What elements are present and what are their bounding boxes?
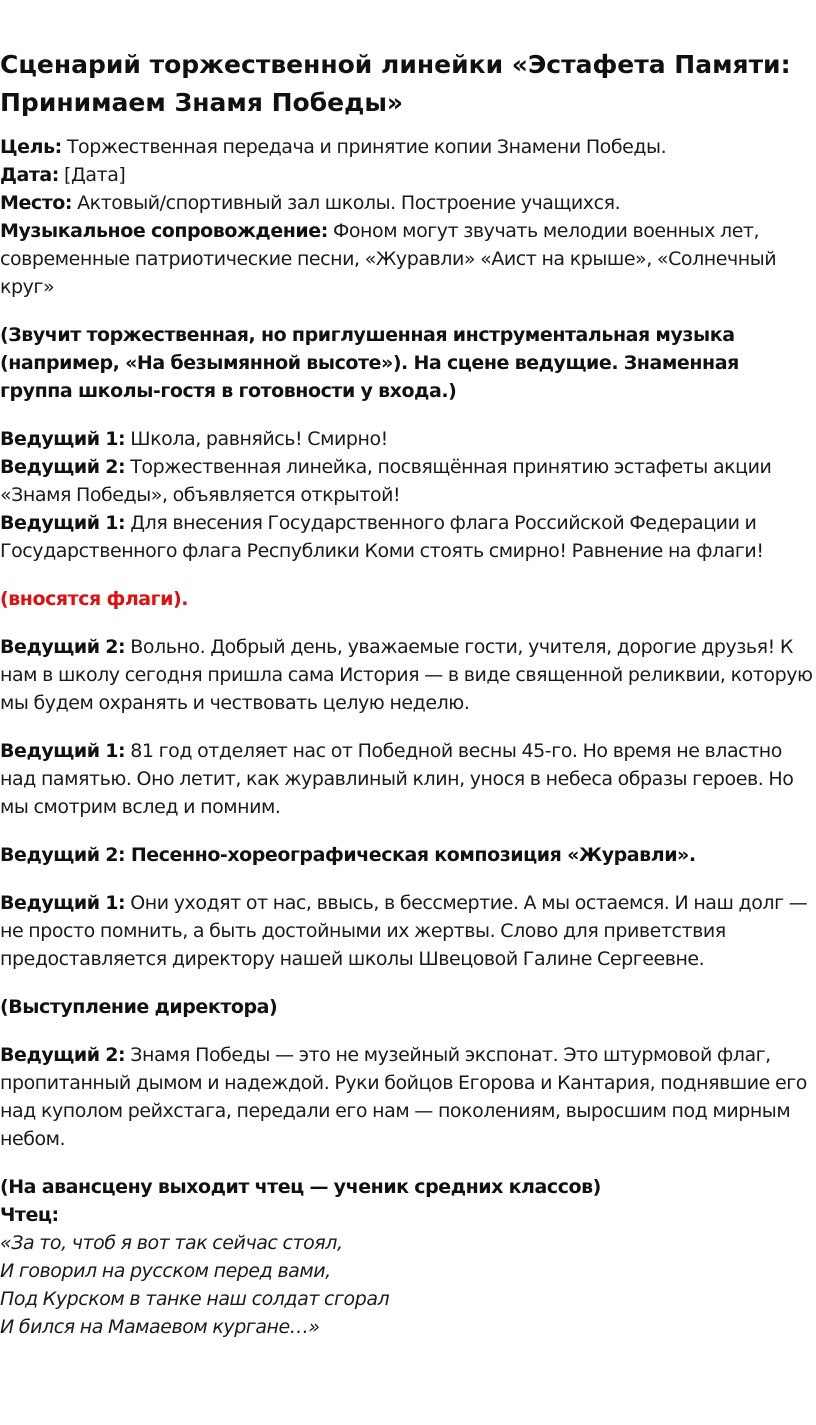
document-page xyxy=(0,46,816,1341)
poem-line: «За то, чтоб я вот так сейчас стоял, xyxy=(0,1232,343,1254)
dialogue-text: 81 год отделяет нас от Победной весны 45-го. Но время не властно над памятью. Оно летит, как журавлиный клин, унося в небеса образы героев. Но мы смотрим вслед и помним. xyxy=(0,740,794,818)
dialogue-line xyxy=(0,737,816,821)
dialogue-text: Для внесения Государственного флага Российской Федерации и Государственного флага Республики Коми стоять смирно! Равнение на флаги! xyxy=(0,512,764,562)
intro-direction: (Звучит торжественная, но приглушенная инструментальная музыка (например, «На безымянной высоте»). На сцене ведущие. Знаменная группа школы-гостя в готовности у входа.) xyxy=(0,324,739,402)
dialogue-block-5 xyxy=(0,889,816,973)
dialogue-line xyxy=(0,453,816,509)
speaker-label: Ведущий 1: xyxy=(0,512,126,534)
document-title: Сценарий торжественной линейки «Эстафета Памяти: Принимаем Знамя Победы» xyxy=(0,50,791,117)
dialogue-block-1 xyxy=(0,425,816,565)
poem-line: И говорил на русском перед вами, xyxy=(0,1260,331,1282)
speaker-label: Ведущий 1: xyxy=(0,740,126,762)
date-text: [Дата] xyxy=(58,164,126,186)
director-direction-block xyxy=(0,993,816,1021)
director-direction: (Выступление директора) xyxy=(0,996,278,1018)
meta-block xyxy=(0,133,816,301)
dialogue-text: Они уходят от нас, ввысь, в бессмертие. А мы остаемся. И наш долг — не просто помнить, а быть достойными их жертвы. Слово для приветствия предоставляется директору нашей школы Швецовой Галине Сергеевне. xyxy=(0,892,808,970)
date-label: Дата: xyxy=(0,164,59,186)
dialogue-line xyxy=(0,1041,816,1153)
music-line xyxy=(0,217,816,301)
place-text: Актовый/спортивный зал школы. Построение учащихся. xyxy=(72,192,621,214)
place-line xyxy=(0,189,816,217)
date-line xyxy=(0,161,816,189)
dialogue-line xyxy=(0,425,816,453)
dialogue-block-6 xyxy=(0,1041,816,1153)
goal-text: Торжественная передача и принятие копии Знамени Победы. xyxy=(61,136,667,158)
dialogue-line xyxy=(0,509,816,565)
music-label: Музыкальное сопровождение: xyxy=(0,220,328,242)
poem-line: Под Курском в танке наш солдат сгорал xyxy=(0,1288,390,1310)
song-announcement: Ведущий 2: Песенно-хореографическая композиция «Журавли». xyxy=(0,844,696,866)
speaker-label: Ведущий 2: xyxy=(0,456,126,478)
intro-direction-block xyxy=(0,321,816,405)
flags-direction: (вносятся флаги). xyxy=(0,588,189,610)
speaker-label: Ведущий 2: xyxy=(0,1044,126,1066)
reader-direction: (На авансцену выходит чтец — ученик средних классов) xyxy=(0,1176,601,1198)
speaker-label: Ведущий 1: xyxy=(0,892,126,914)
dialogue-text: Школа, равняйсь! Смирно! xyxy=(125,428,388,450)
music-text: Фоном могут звучать мелодии военных лет, современные патриотические песни, «Журавли» «Аист на крыше», «Солнечный круг» xyxy=(0,220,777,298)
poem-line: И бился на Мамаевом кургане…» xyxy=(0,1316,320,1338)
dialogue-line xyxy=(0,889,816,973)
reader-block xyxy=(0,1173,816,1341)
dialogue-block-3 xyxy=(0,737,816,821)
dialogue-text: Торжественная линейка, посвящённая принятию эстафеты акции «Знамя Победы», объявляется открытой! xyxy=(0,456,772,506)
place-label: Место: xyxy=(0,192,73,214)
goal-label: Цель: xyxy=(0,136,62,158)
speaker-label: Ведущий 1: xyxy=(0,428,126,450)
dialogue-text: Вольно. Добрый день, уважаемые гости, учителя, дорогие друзья! К нам в школу сегодня пришла сама История — в виде священной реликвии, которую мы будем охранять и чествовать целую неделю. xyxy=(0,636,813,714)
dialogue-block-4 xyxy=(0,841,816,869)
dialogue-line xyxy=(0,633,816,717)
goal-line xyxy=(0,133,816,161)
dialogue-text: Знамя Победы — это не музейный экспонат. Это штурмовой флаг, пропитанный дымом и надеждой. Руки бойцов Егорова и Кантария, поднявшие его над куполом рейхстага, передали его нам — поколениям, выросшим под мирным небом. xyxy=(0,1044,807,1150)
speaker-label: Ведущий 2: xyxy=(0,636,126,658)
dialogue-block-2 xyxy=(0,633,816,717)
reader-label: Чтец: xyxy=(0,1204,59,1226)
flags-direction-block xyxy=(0,585,816,613)
